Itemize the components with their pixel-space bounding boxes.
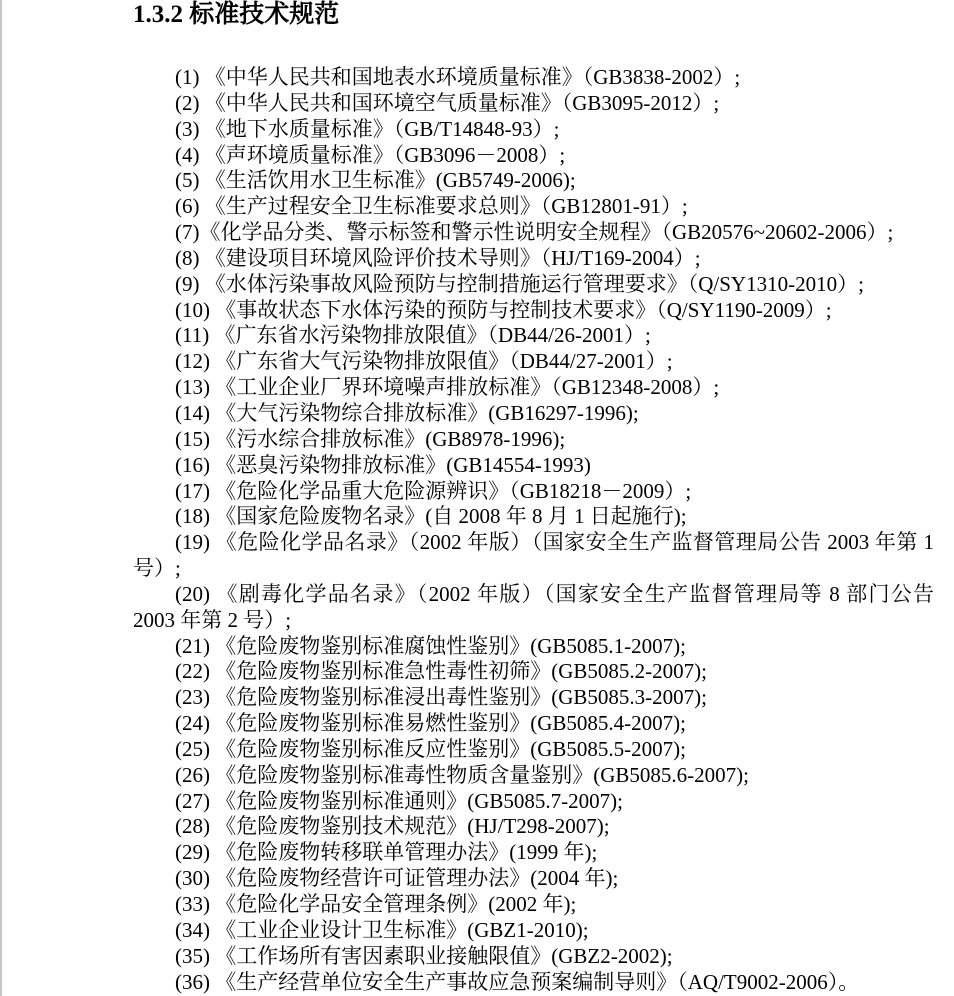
item-text: 《声环境质量标准》（GB3096－2008）; xyxy=(204,142,566,167)
item-number: (4) xyxy=(175,142,200,167)
item-number: (30) xyxy=(175,866,210,891)
list-item xyxy=(133,401,934,427)
list-item xyxy=(133,504,934,530)
list-item xyxy=(133,168,934,194)
item-text: 《剧毒化学品名录》（2002 年版）（国家安全生产监督管理局等 8 部门公告 2003 年第 2 号）; xyxy=(133,581,935,632)
list-item xyxy=(133,323,934,349)
list-item xyxy=(133,143,934,169)
list-item xyxy=(133,840,934,866)
item-number: (17) xyxy=(175,478,210,503)
item-text: 《中华人民共和国地表水环境质量标准》（GB3838-2002）; xyxy=(204,65,741,89)
list-item xyxy=(133,375,934,401)
item-text: 《危险废物鉴别标准急性毒性初筛》(GB5085.2-2007); xyxy=(215,659,707,684)
list-item xyxy=(133,91,934,117)
item-text: 《广东省水污染物排放限值》（DB44/26-2001）; xyxy=(214,323,651,348)
list-item xyxy=(133,970,934,996)
item-text: 《危险废物鉴别标准易燃性鉴别》(GB5085.4-2007); xyxy=(215,711,686,736)
item-text: 《危险废物转移联单管理办法》(1999 年); xyxy=(215,840,598,865)
item-text: 《广东省大气污染物排放限值》（DB44/27-2001）; xyxy=(215,349,673,374)
list-item xyxy=(133,427,934,453)
item-text: 《危险废物鉴别标准浸出毒性鉴别》(GB5085.3-2007); xyxy=(215,685,707,710)
item-text: 《生产经营单位安全生产事故应急预案编制导则》（AQ/T9002-2006）。 xyxy=(215,969,860,994)
item-text: 《生产过程安全卫生标准要求总则》（GB12801-91）; xyxy=(204,194,688,219)
item-text: 《工业企业厂界环境噪声排放标准》（GB12348-2008）; xyxy=(215,375,720,400)
list-item xyxy=(133,634,934,660)
item-text: 《危险废物鉴别技术规范》(HJ/T298-2007); xyxy=(215,814,610,839)
list-item xyxy=(133,298,934,324)
list-item xyxy=(133,117,934,143)
item-text: 《危险化学品重大危险源辨识》（GB18218－2009）; xyxy=(215,478,692,503)
item-text: 《工业企业设计卫生标准》(GBZ1-2010); xyxy=(215,917,589,942)
item-text: 《恶臭污染物排放标准》(GB14554-1993) xyxy=(215,452,591,477)
item-number: (34) xyxy=(175,917,210,942)
list-item xyxy=(133,763,934,789)
item-text: 《生活饮用水卫生标准》(GB5749-2006); xyxy=(204,168,576,193)
item-number: (11) xyxy=(175,323,210,348)
item-number: (15) xyxy=(175,426,210,451)
item-number: (21) xyxy=(175,633,210,658)
list-item xyxy=(133,582,934,634)
item-number: (27) xyxy=(175,788,210,813)
item-text: 《危险废物鉴别标准通则》(GB5085.7-2007); xyxy=(215,788,623,813)
list-item xyxy=(133,944,934,970)
list-item xyxy=(133,892,934,918)
item-text: 《大气污染物综合排放标准》(GB16297-1996); xyxy=(215,400,639,425)
list-item xyxy=(133,789,934,815)
list-item xyxy=(133,453,934,479)
list-item xyxy=(133,866,934,892)
item-number: (1) xyxy=(175,65,200,89)
item-text: 《危险化学品名录》（2002 年版）（国家安全生产监督管理局公告 2003 年第 1 号）; xyxy=(133,530,935,581)
item-text: 《污水综合排放标准》(GB8978-1996); xyxy=(215,426,566,451)
item-text: 《水体污染事故风险预防与控制措施运行管理要求》（Q/SY1310-2010）; xyxy=(204,271,864,296)
item-text: 《地下水质量标准》（GB/T14848-93）; xyxy=(204,116,560,141)
list-item xyxy=(133,272,934,298)
item-number: (19) xyxy=(175,530,210,555)
item-text: 《化学品分类、警示标签和警示性说明安全规程》（GB20576~20602-2006）; xyxy=(199,220,894,245)
list-item xyxy=(133,349,934,375)
item-text: 《危险废物鉴别标准毒性物质含量鉴别》(GB5085.6-2007); xyxy=(215,762,749,787)
item-number: (9) xyxy=(175,271,200,296)
item-number: (10) xyxy=(175,297,210,322)
list-item xyxy=(133,711,934,737)
list-item xyxy=(133,220,934,246)
page-left-edge xyxy=(0,0,2,996)
item-number: (20) xyxy=(175,581,210,606)
item-text: 《国家危险废物名录》(自 2008 年 8 月 1 日起施行); xyxy=(215,504,687,529)
list-item xyxy=(133,479,934,505)
item-number: (2) xyxy=(175,90,200,115)
list-item xyxy=(133,659,934,685)
list-item xyxy=(133,194,934,220)
item-number: (7) xyxy=(175,220,200,245)
item-text: 《事故状态下水体污染的预防与控制技术要求》（Q/SY1190-2009）; xyxy=(215,297,832,322)
item-text: 《危险废物鉴别标准腐蚀性鉴别》(GB5085.1-2007); xyxy=(215,633,686,658)
item-text: 《危险化学品安全管理条例》(2002 年); xyxy=(215,892,577,916)
item-number: (29) xyxy=(175,840,210,865)
item-text: 《工作场所有害因素职业接触限值》(GBZ2-2002); xyxy=(215,943,673,968)
item-number: (33) xyxy=(175,892,210,916)
item-number: (3) xyxy=(175,116,200,141)
list-item xyxy=(133,814,934,840)
item-number: (28) xyxy=(175,814,210,839)
item-number: (22) xyxy=(175,659,210,684)
item-number: (36) xyxy=(175,969,210,994)
item-text: 《建设项目环境风险评价技术导则》（HJ/T169-2004）; xyxy=(204,245,701,270)
item-number: (25) xyxy=(175,736,210,761)
item-number: (8) xyxy=(175,245,200,270)
item-number: (6) xyxy=(175,194,200,219)
item-number: (13) xyxy=(175,375,210,400)
standards-list xyxy=(133,65,934,995)
item-number: (12) xyxy=(175,349,210,374)
item-number: (14) xyxy=(175,400,210,425)
list-item xyxy=(133,685,934,711)
item-text: 《危险废物经营许可证管理办法》(2004 年); xyxy=(215,866,619,891)
item-number: (16) xyxy=(175,452,210,477)
list-item xyxy=(133,530,934,582)
item-number: (24) xyxy=(175,711,210,736)
list-item xyxy=(133,65,934,91)
item-number: (23) xyxy=(175,685,210,710)
item-text: 《危险废物鉴别标准反应性鉴别》(GB5085.5-2007); xyxy=(215,736,686,761)
list-item xyxy=(133,737,934,763)
item-number: (26) xyxy=(175,762,210,787)
list-item xyxy=(133,246,934,272)
section-heading: 1.3.2 标准技术规范 xyxy=(133,1,340,28)
item-number: (5) xyxy=(175,168,200,193)
item-number: (35) xyxy=(175,943,210,968)
item-number: (18) xyxy=(175,504,210,529)
document-content xyxy=(133,1,934,995)
item-text: 《中华人民共和国环境空气质量标准》（GB3095-2012）; xyxy=(204,90,720,115)
list-item xyxy=(133,918,934,944)
